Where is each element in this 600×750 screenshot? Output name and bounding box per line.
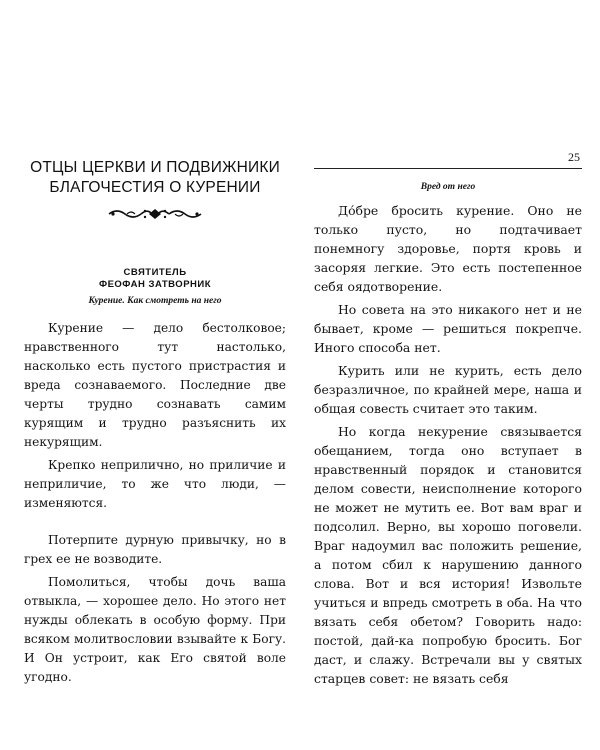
left-page xyxy=(24,150,286,687)
paragraph: Крепко неприлично, но приличие и неприличие, то же что люди, — изменяются. xyxy=(24,458,286,510)
page-number: 25 xyxy=(568,150,580,164)
paragraph: Но совета на это никакого нет и не бывает, кроме — решиться покрепче. Иного способа нет. xyxy=(314,302,582,355)
right-page xyxy=(314,150,582,688)
chapter-title xyxy=(24,158,286,198)
author-heading xyxy=(24,267,286,291)
paragraph: Курить или не курить, есть дело безразличное, по крайней мере, наша и общая совесть считает это таким. xyxy=(314,363,582,416)
left-body-text xyxy=(24,319,286,687)
chapter-title-line-1: ОТЦЫ ЦЕРКВИ И ПОДВИЖНИКИ xyxy=(30,159,280,176)
page-header xyxy=(314,150,582,168)
paragraph: До́бре бросить курение. Оно не только пусто, но подтачивает понемногу здоровье, портя кровь и засоряя легкие. Это есть постепенное себя оядотворение. xyxy=(314,203,582,294)
right-body-text xyxy=(314,201,582,688)
ornament-icon xyxy=(105,207,205,221)
header-rule xyxy=(314,168,582,169)
section-title: Курение. Как смотреть на него xyxy=(88,296,222,306)
paragraph: Но когда некурение связывается обещанием, тогда оно вступает в нравственный порядок и становится делом совести, неисполнение которого не может не мутить ее. Вот вам враг и подсолил. Верно, вы хорошо поговели. Враг надоумил вас положить решение, а потом сбил к нарушению данного слова. Вот и вся история! Извольте учиться и впредь смотреть в оба. На что вязать себя обетом? Говорить надо: постой, дай-ка попробую бросить. Бог даст, и слажу. Встречали вы у святых старцев совет: не вязать себя xyxy=(314,424,582,686)
paragraph: Потерпите дурную привычку, но в грех ее не возводите. xyxy=(24,533,286,566)
paragraph: Помолиться, чтобы дочь ваша отвыкла, — хорошее дело. Но этого нет нужды облекать в особую форму. При всяком молитвословии взывайте к Богу. И Он устроит, как Его святой воле угодно. xyxy=(24,575,286,684)
author-line-1: СВЯТИТЕЛЬ xyxy=(123,267,187,278)
running-title: Вред от него xyxy=(420,182,476,192)
chapter-title-line-2: БЛАГОЧЕСТИЯ О КУРЕНИИ xyxy=(49,179,261,196)
author-line-2: ФЕОФАН ЗАТВОРНИК xyxy=(98,279,212,290)
paragraph: Курение — дело бестолковое; нравственного тут настолько, насколько есть пустого пристрастия и вреда сознаваемого. Последние две черты трудно сознавать самим курящим и трудно разъяснить их некурящим. xyxy=(24,321,286,449)
